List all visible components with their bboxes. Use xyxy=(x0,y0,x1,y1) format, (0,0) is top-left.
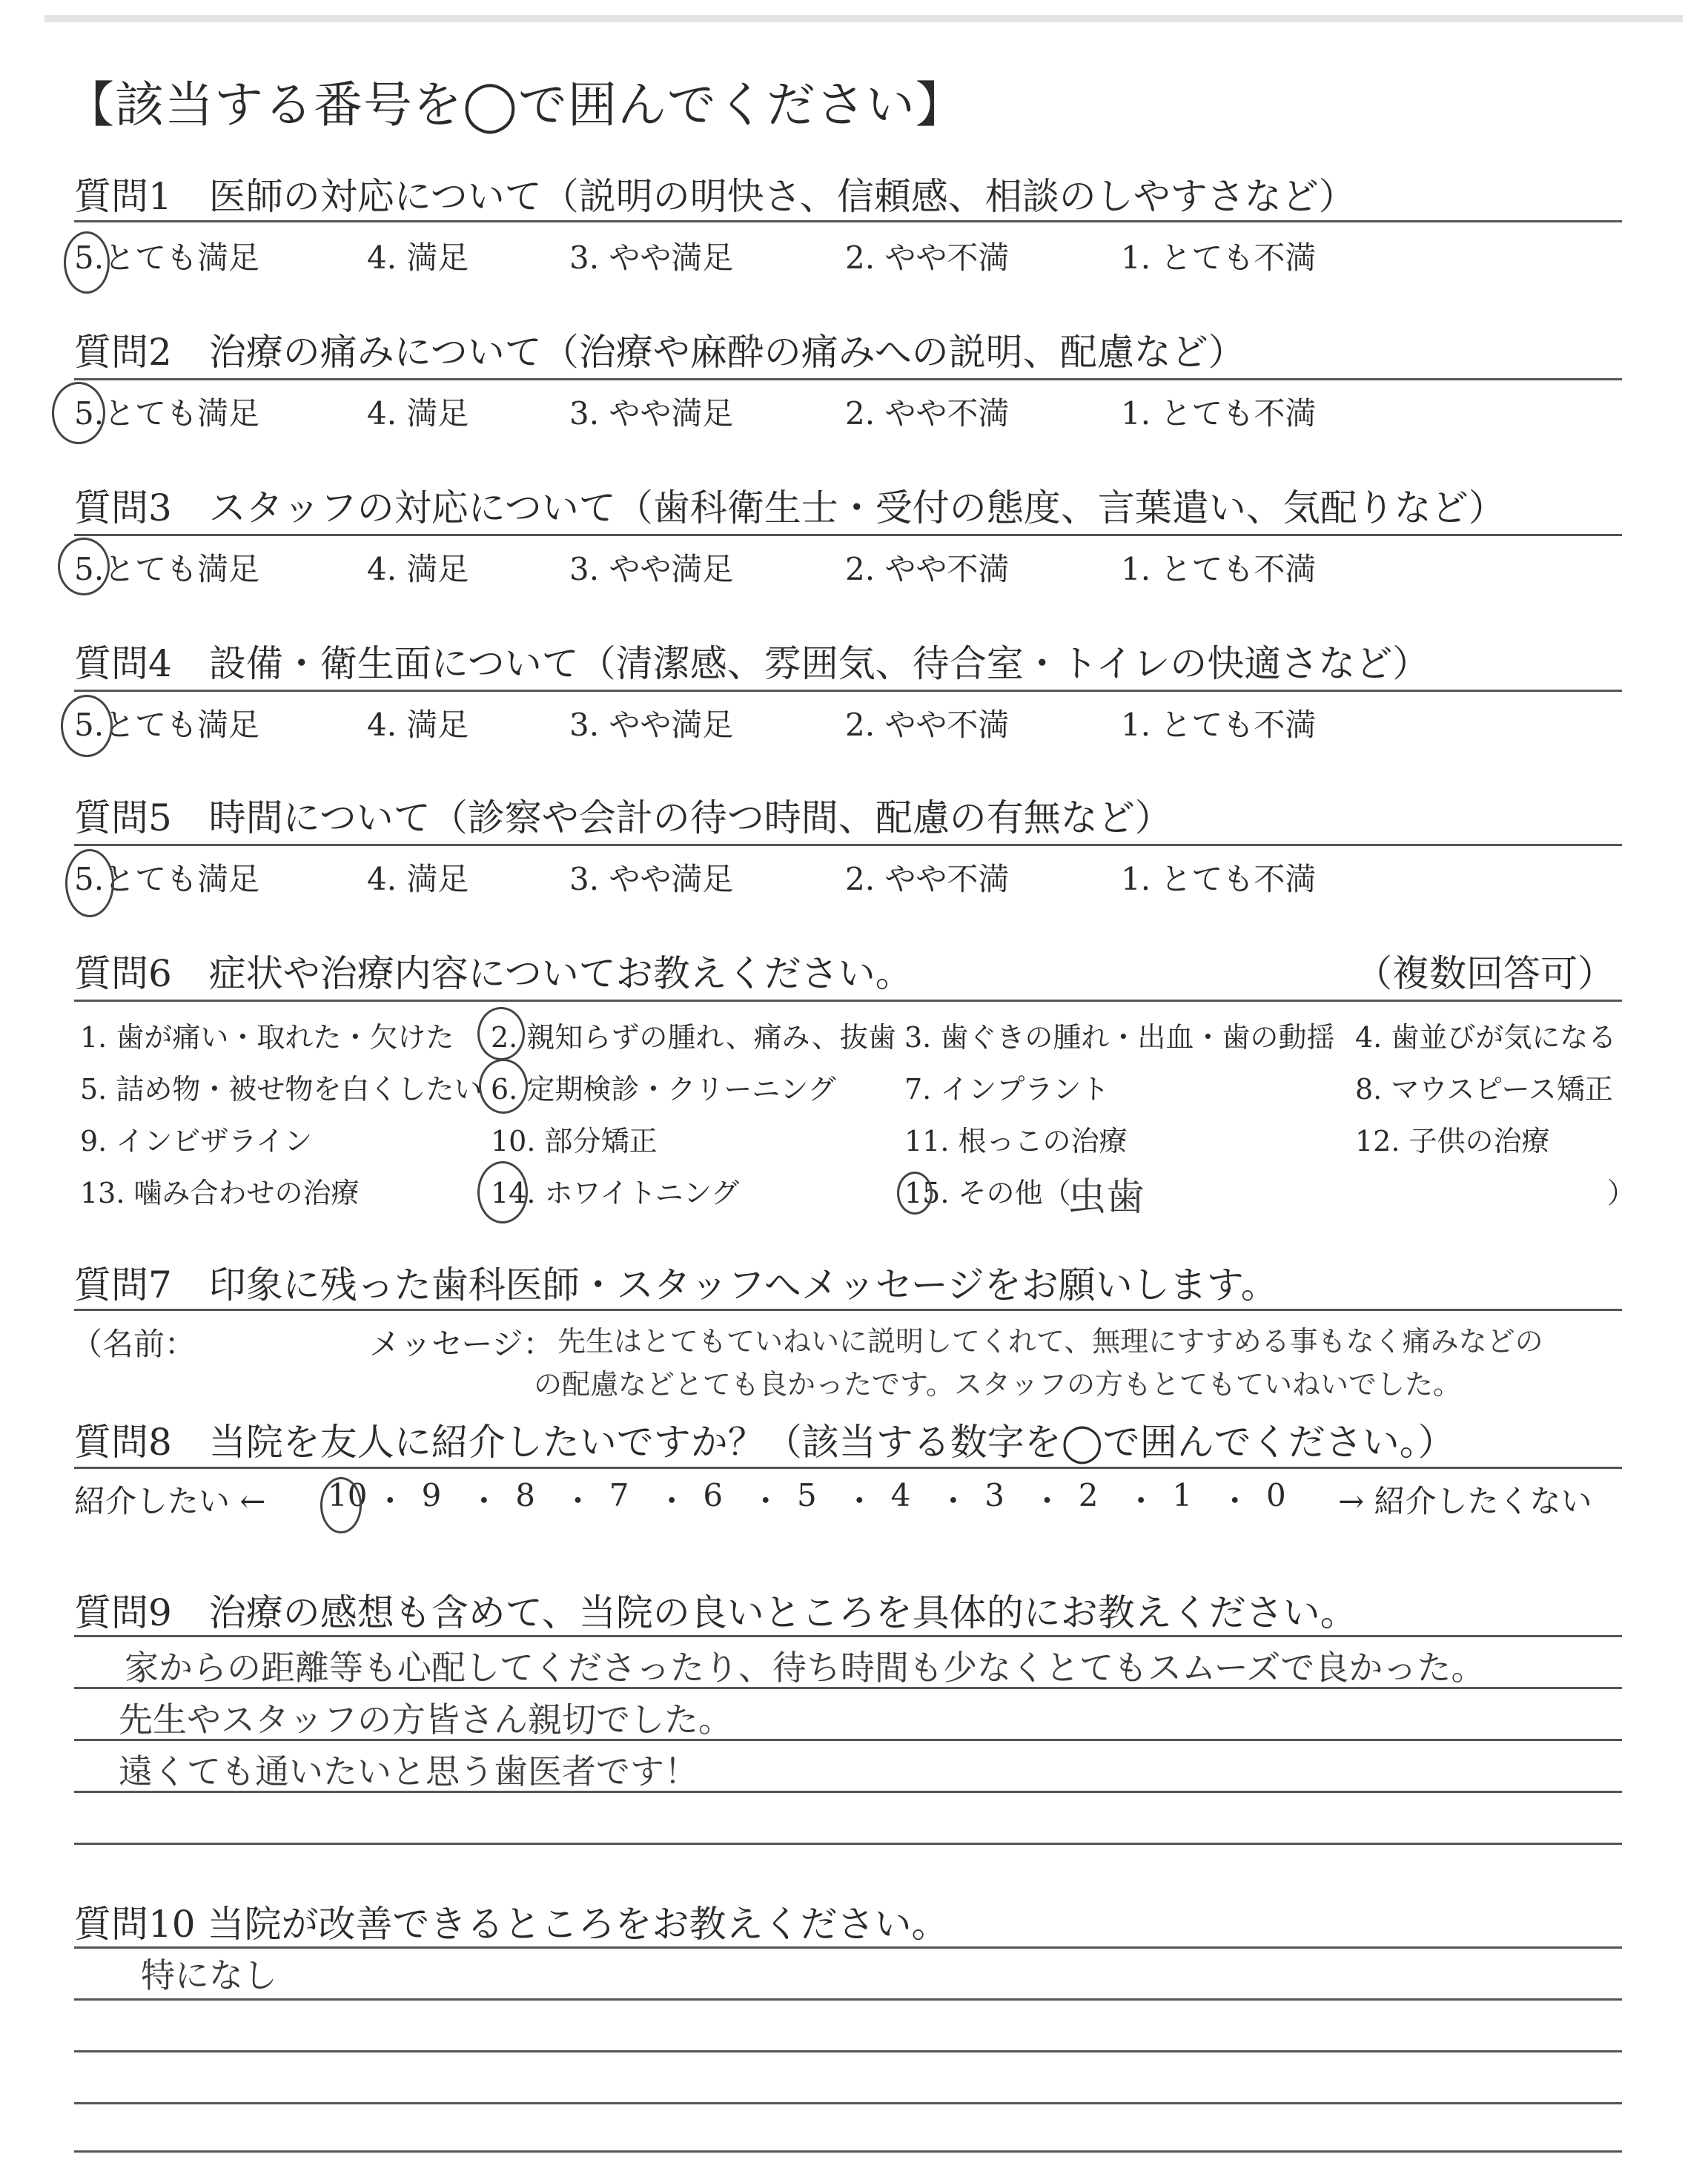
question-5-heading: 質問5 時間について（診察や会計の待つ時間、配慮の有無など） xyxy=(74,796,1172,839)
q8-scale-separator: ・ xyxy=(468,1483,500,1519)
q8-scale-separator: ・ xyxy=(749,1483,781,1519)
q8-scale-separator: ・ xyxy=(656,1483,688,1519)
q6-item-10[interactable]: 10. 部分矯正 xyxy=(491,1125,658,1157)
q8-left-label: 紹介したい ← xyxy=(74,1483,266,1519)
question-6-note: （複数回答可） xyxy=(1355,952,1615,995)
q6-other-answer: 虫歯 xyxy=(1068,1175,1145,1220)
q6-item-4[interactable]: 4. 歯並びが気になる xyxy=(1355,1021,1617,1054)
question-6-heading: 質問6 症状や治療内容についてお教えください。 xyxy=(74,952,913,995)
question-1-heading: 質問1 医師の対応について（説明の明快さ、信頼感、相談のしやすさなど） xyxy=(74,175,1356,218)
q7-message-line-1: 先生はとてもていねいに説明してくれて、無理にすすめる事もなく痛みなどの xyxy=(557,1325,1543,1358)
q1-selected-circle xyxy=(64,231,110,294)
q4-option-5[interactable]: 5.とても満足 xyxy=(74,707,260,743)
q4-selected-circle xyxy=(61,695,113,757)
q7-message-label: メッセージ： xyxy=(369,1326,555,1362)
q9-answer-line-2: 先生やスタッフの方皆さん親切でした。 xyxy=(119,1700,732,1740)
scan-edge xyxy=(44,15,1683,22)
q6-item-13[interactable]: 13. 噛み合わせの治療 xyxy=(80,1177,360,1209)
question-9-rule-4 xyxy=(74,1791,1622,1793)
q8-scale-value-0[interactable]: 0 xyxy=(1266,1477,1286,1513)
question-10-rule-5 xyxy=(74,2150,1622,2153)
q7-message-line-2: の配慮などとても良かったです。スタッフの方もとてもていねいでした。 xyxy=(534,1368,1461,1401)
q8-scale-value-10[interactable]: 10 xyxy=(328,1477,368,1513)
q5-option-5[interactable]: 5.とても満足 xyxy=(74,861,260,897)
q6-item-11[interactable]: 11. 根っこの治療 xyxy=(904,1125,1128,1157)
q10-answer: 特になし xyxy=(141,1955,277,1995)
q9-answer-line-1: 家からの距離等も心配してくださったり、待ち時間も少なくとてもスムーズで良かった。 xyxy=(125,1648,1486,1688)
question-7-rule xyxy=(74,1309,1622,1311)
question-2-heading: 質問2 治療の痛みについて（治療や麻酔の痛みへの説明、配慮など） xyxy=(74,331,1245,374)
q2-option-2[interactable]: 2. やや不満 xyxy=(845,395,1010,432)
q8-scale-value-6[interactable]: 6 xyxy=(703,1477,724,1513)
question-9-rule-3 xyxy=(74,1739,1622,1741)
q8-right-label: → 紹介したくない xyxy=(1338,1483,1592,1519)
q8-scale-separator: ・ xyxy=(1219,1483,1251,1519)
q5-option-3[interactable]: 3. やや満足 xyxy=(569,861,734,897)
q4-option-2[interactable]: 2. やや不満 xyxy=(845,707,1010,743)
question-8-rule xyxy=(74,1467,1622,1469)
question-8-heading: 質問8 当院を友人に紹介したいですか？（該当する数字を◯で囲んでください。） xyxy=(74,1421,1455,1464)
q4-option-3[interactable]: 3. やや満足 xyxy=(569,707,734,743)
q8-scale-separator: ・ xyxy=(1125,1483,1157,1519)
q3-option-1[interactable]: 1. とても不満 xyxy=(1121,551,1317,587)
question-1-rule xyxy=(74,220,1622,222)
q8-scale-separator: ・ xyxy=(1031,1483,1063,1519)
q1-option-1[interactable]: 1. とても不満 xyxy=(1121,240,1317,276)
q6-item-12[interactable]: 12. 子供の治療 xyxy=(1355,1125,1550,1157)
q8-scale-value-8[interactable]: 8 xyxy=(515,1477,535,1513)
q1-option-3[interactable]: 3. やや満足 xyxy=(569,240,734,276)
q8-scale-value-3[interactable]: 3 xyxy=(984,1477,1004,1513)
q1-option-5[interactable]: 5.とても満足 xyxy=(74,240,260,276)
q2-option-3[interactable]: 3. やや満足 xyxy=(569,395,734,432)
q1-option-2[interactable]: 2. やや不満 xyxy=(845,240,1010,276)
q6-selected-circle-2 xyxy=(477,1007,525,1060)
q9-answer-line-3: 遠くても通いたいと思う歯医者です！ xyxy=(119,1751,698,1791)
question-2-rule xyxy=(74,378,1622,380)
q8-scale-separator: ・ xyxy=(562,1483,594,1519)
q8-scale-value-2[interactable]: 2 xyxy=(1078,1477,1099,1513)
question-6-rule xyxy=(74,1000,1622,1002)
q5-option-1[interactable]: 1. とても不満 xyxy=(1121,861,1317,897)
q6-item-9[interactable]: 9. インビザライン xyxy=(80,1125,313,1157)
question-3-heading: 質問3 スタッフの対応について（歯科衛生士・受付の態度、言葉遣い、気配りなど） xyxy=(74,486,1506,529)
q2-selected-circle xyxy=(52,382,105,444)
q6-item-3[interactable]: 3. 歯ぐきの腫れ・出血・歯の動揺 xyxy=(904,1021,1335,1054)
q8-scale-separator: ・ xyxy=(374,1483,406,1519)
q8-scale-separator: ・ xyxy=(844,1483,875,1519)
q2-option-1[interactable]: 1. とても不満 xyxy=(1121,395,1317,432)
question-7-heading: 質問7 印象に残った歯科医師・スタッフへメッセージをお願いします。 xyxy=(74,1264,1278,1307)
question-9-rule-2 xyxy=(74,1687,1622,1689)
question-4-heading: 質問4 設備・衛生面について（清潔感、雰囲気、待合室・トイレの快適さなど） xyxy=(74,642,1430,685)
question-10-heading: 質問10 当院が改善できるところをお教えください。 xyxy=(74,1903,949,1946)
q6-selected-circle-6 xyxy=(479,1059,528,1114)
q3-selected-circle xyxy=(58,538,110,595)
q8-scale-value-7[interactable]: 7 xyxy=(609,1477,629,1513)
page-title: 【該当する番号を◯で囲んでください】 xyxy=(65,76,965,133)
q6-item-8[interactable]: 8. マウスピース矯正 xyxy=(1355,1073,1613,1106)
q4-option-4[interactable]: 4. 満足 xyxy=(367,707,469,743)
q3-option-5[interactable]: 5.とても満足 xyxy=(74,551,260,587)
q8-scale-value-5[interactable]: 5 xyxy=(797,1477,817,1513)
q6-item-15-close: ） xyxy=(1607,1177,1636,1209)
question-5-rule xyxy=(74,844,1622,846)
q5-option-4[interactable]: 4. 満足 xyxy=(367,861,469,897)
q6-item-7[interactable]: 7. インプラント xyxy=(904,1073,1110,1106)
q6-item-15[interactable]: 15. その他（ xyxy=(904,1177,1071,1209)
q6-item-2[interactable]: 2. 親知らずの腫れ、痛み、抜歯 xyxy=(491,1021,896,1054)
question-3-rule xyxy=(74,534,1622,536)
question-10-rule-4 xyxy=(74,2102,1622,2104)
q5-option-2[interactable]: 2. やや不満 xyxy=(845,861,1010,897)
q6-item-6[interactable]: 6. 定期検診・クリーニング xyxy=(491,1073,836,1106)
q7-name-label: （名前： xyxy=(71,1326,196,1362)
q2-option-5[interactable]: 5.とても満足 xyxy=(74,395,260,432)
q8-scale-separator: ・ xyxy=(937,1483,969,1519)
question-4-rule xyxy=(74,690,1622,692)
q5-selected-circle xyxy=(65,849,114,917)
q8-selected-circle xyxy=(320,1477,362,1533)
question-10-rule-1 xyxy=(74,1946,1622,1949)
q3-option-2[interactable]: 2. やや不満 xyxy=(845,551,1010,587)
q2-option-4[interactable]: 4. 満足 xyxy=(367,395,469,432)
question-9-rule-5 xyxy=(74,1843,1622,1845)
q6-selected-circle-15 xyxy=(897,1172,933,1215)
question-9-heading: 質問9 治療の感想も含めて、当院の良いところを具体的にお教えください。 xyxy=(74,1591,1357,1634)
q8-scale-value-4[interactable]: 4 xyxy=(890,1477,911,1513)
q8-scale-value-1[interactable]: 1 xyxy=(1172,1477,1193,1513)
q6-item-5[interactable]: 5. 詰め物・被せ物を白くしたい xyxy=(80,1073,483,1106)
q8-scale-value-9[interactable]: 9 xyxy=(421,1477,442,1513)
q6-item-14[interactable]: 14. ホワイトニング xyxy=(491,1177,740,1209)
q6-selected-circle-14 xyxy=(477,1161,528,1223)
q3-option-3[interactable]: 3. やや満足 xyxy=(569,551,734,587)
question-9-rule-1 xyxy=(74,1635,1622,1637)
question-10-rule-2 xyxy=(74,1998,1622,2001)
q1-option-4[interactable]: 4. 満足 xyxy=(367,240,469,276)
q4-option-1[interactable]: 1. とても不満 xyxy=(1121,707,1317,743)
q6-item-1[interactable]: 1. 歯が痛い・取れた・欠けた xyxy=(80,1021,454,1054)
q3-option-4[interactable]: 4. 満足 xyxy=(367,551,469,587)
question-10-rule-3 xyxy=(74,2050,1622,2052)
